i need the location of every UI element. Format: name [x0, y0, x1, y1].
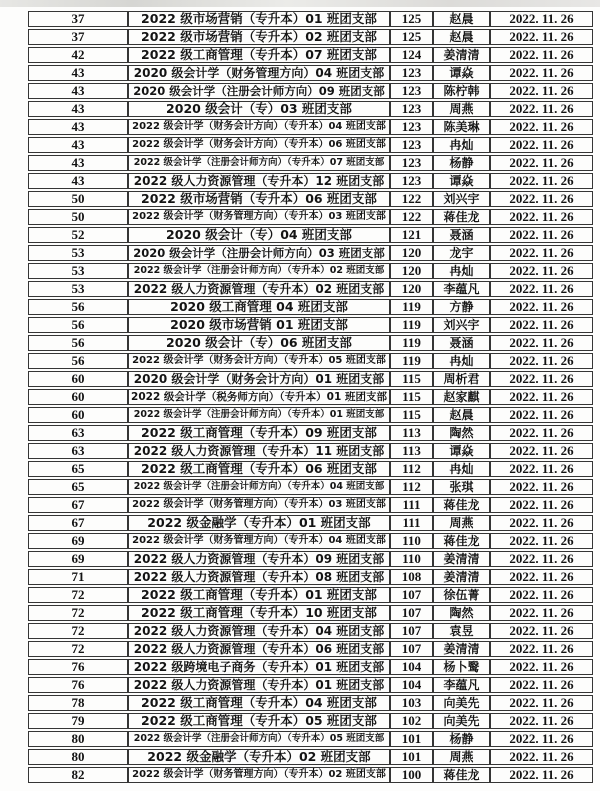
date-cell: 2022. 11. 26: [490, 335, 593, 351]
rank-cell: 69: [28, 551, 128, 567]
recorder-name-cell: 姜清清: [433, 551, 490, 567]
table-row: [28, 29, 593, 45]
rank-cell: 63: [28, 425, 128, 441]
score-cell: 107: [390, 605, 433, 621]
date-cell: 2022. 11. 26: [490, 119, 593, 135]
table-row: [28, 731, 593, 747]
branch-name-cell: 2022 级会计学（财务管理方向）（专升本）04 班团支部: [128, 533, 390, 549]
rank-cell: 60: [28, 389, 128, 405]
score-cell: 112: [390, 479, 433, 495]
recorder-name-cell: 谭焱: [433, 173, 490, 189]
table-row: [28, 461, 593, 477]
rank-cell: 72: [28, 587, 128, 603]
branch-name-cell: 2022 级会计学（注册会计师方向）（专升本）01 班团支部: [128, 407, 390, 423]
score-cell: 120: [390, 263, 433, 279]
recorder-name-cell: 聂涵: [433, 227, 490, 243]
branch-name-cell: 2022 级工商管理（专升本）06 班团支部: [128, 461, 390, 477]
recorder-name-cell: 周析君: [433, 371, 490, 387]
rank-cell: 43: [28, 137, 128, 153]
branch-name-cell: 2022 级会计学（税务师方向）（专升本）01 班团支部: [128, 389, 390, 405]
date-cell: 2022. 11. 26: [490, 731, 593, 747]
table-row: [28, 407, 593, 423]
date-cell: 2022. 11. 26: [490, 641, 593, 657]
rank-cell: 43: [28, 173, 128, 189]
table-row: [28, 137, 593, 153]
ranking-table-body: [28, 11, 593, 783]
date-cell: 2022. 11. 26: [490, 551, 593, 567]
date-cell: 2022. 11. 26: [490, 317, 593, 333]
recorder-name-cell: 徐伍菁: [433, 587, 490, 603]
branch-name-cell: 2022 级工商管理（专升本）01 班团支部: [128, 587, 390, 603]
date-cell: 2022. 11. 26: [490, 191, 593, 207]
table-row: [28, 263, 593, 279]
table-row: [28, 659, 593, 675]
date-cell: 2022. 11. 26: [490, 623, 593, 639]
score-cell: 120: [390, 281, 433, 297]
rank-cell: 52: [28, 227, 128, 243]
table-row: [28, 317, 593, 333]
branch-name-cell: 2022 级会计学（财务会计方向）（专升本）04 班团支部: [128, 119, 390, 135]
recorder-name-cell: 赵晨: [433, 11, 490, 27]
score-cell: 107: [390, 587, 433, 603]
rank-cell: 43: [28, 65, 128, 81]
table-row: [28, 191, 593, 207]
score-cell: 123: [390, 119, 433, 135]
date-cell: 2022. 11. 26: [490, 425, 593, 441]
table-row: [28, 497, 593, 513]
branch-name-cell: 2022 级跨境电子商务（专升本）01 班团支部: [128, 659, 390, 675]
branch-name-cell: 2022 级工商管理（专升本）07 班团支部: [128, 47, 390, 63]
rank-cell: 56: [28, 353, 128, 369]
score-cell: 124: [390, 47, 433, 63]
date-cell: 2022. 11. 26: [490, 713, 593, 729]
rank-cell: 53: [28, 281, 128, 297]
table-row: [28, 605, 593, 621]
table-row: [28, 713, 593, 729]
table-row: [28, 569, 593, 585]
date-cell: 2022. 11. 26: [490, 209, 593, 225]
score-cell: 123: [390, 65, 433, 81]
score-cell: 123: [390, 83, 433, 99]
recorder-name-cell: 李蕴凡: [433, 281, 490, 297]
score-cell: 123: [390, 137, 433, 153]
date-cell: 2022. 11. 26: [490, 497, 593, 513]
rank-cell: 43: [28, 83, 128, 99]
branch-name-cell: 2022 级人力资源管理（专升本）11 班团支部: [128, 443, 390, 459]
score-cell: 100: [390, 767, 433, 783]
date-cell: 2022. 11. 26: [490, 569, 593, 585]
score-cell: 115: [390, 389, 433, 405]
date-cell: 2022. 11. 26: [490, 173, 593, 189]
rank-cell: 78: [28, 695, 128, 711]
recorder-name-cell: 赵晨: [433, 407, 490, 423]
score-cell: 119: [390, 353, 433, 369]
date-cell: 2022. 11. 26: [490, 353, 593, 369]
table-row: [28, 767, 593, 783]
recorder-name-cell: 姜清清: [433, 569, 490, 585]
score-cell: 108: [390, 569, 433, 585]
date-cell: 2022. 11. 26: [490, 245, 593, 261]
rank-cell: 37: [28, 11, 128, 27]
date-cell: 2022. 11. 26: [490, 749, 593, 765]
date-cell: 2022. 11. 26: [490, 371, 593, 387]
score-cell: 113: [390, 425, 433, 441]
branch-name-cell: 2022 级会计学（财务管理方向）（专升本）03 班团支部: [128, 497, 390, 513]
recorder-name-cell: 冉灿: [433, 137, 490, 153]
branch-name-cell: 2020 级会计（专）04 班团支部: [128, 227, 390, 243]
table-row: [28, 47, 593, 63]
table-row: [28, 425, 593, 441]
score-cell: 123: [390, 101, 433, 117]
table-row: [28, 443, 593, 459]
branch-name-cell: 2022 级工商管理（专升本）04 班团支部: [128, 695, 390, 711]
recorder-name-cell: 杨卜鹥: [433, 659, 490, 675]
score-cell: 113: [390, 443, 433, 459]
table-row: [28, 83, 593, 99]
table-row: [28, 245, 593, 261]
recorder-name-cell: 方静: [433, 299, 490, 315]
rank-cell: 76: [28, 677, 128, 693]
table-row: [28, 155, 593, 171]
table-row: [28, 299, 593, 315]
rank-cell: 65: [28, 479, 128, 495]
recorder-name-cell: 陈柠韩: [433, 83, 490, 99]
branch-name-cell: 2022 级人力资源管理（专升本）01 班团支部: [128, 677, 390, 693]
recorder-name-cell: 蒋佳龙: [433, 497, 490, 513]
rank-cell: 65: [28, 461, 128, 477]
recorder-name-cell: 蒋佳龙: [433, 767, 490, 783]
date-cell: 2022. 11. 26: [490, 281, 593, 297]
score-cell: 111: [390, 515, 433, 531]
branch-name-cell: 2022 级会计学（财务管理方向）（专升本）03 班团支部: [128, 209, 390, 225]
rank-cell: 53: [28, 263, 128, 279]
score-cell: 101: [390, 731, 433, 747]
table-row: [28, 209, 593, 225]
recorder-name-cell: 陈美琳: [433, 119, 490, 135]
table-row: [28, 353, 593, 369]
date-cell: 2022. 11. 26: [490, 407, 593, 423]
table-row: [28, 695, 593, 711]
branch-name-cell: 2022 级会计学（财务会计方向）（专升本）06 班团支部: [128, 137, 390, 153]
recorder-name-cell: 刘兴宇: [433, 191, 490, 207]
date-cell: 2022. 11. 26: [490, 695, 593, 711]
rank-cell: 76: [28, 659, 128, 675]
date-cell: 2022. 11. 26: [490, 767, 593, 783]
date-cell: 2022. 11. 26: [490, 659, 593, 675]
table-row: [28, 587, 593, 603]
date-cell: 2022. 11. 26: [490, 263, 593, 279]
rank-cell: 53: [28, 245, 128, 261]
recorder-name-cell: 赵晨: [433, 29, 490, 45]
recorder-name-cell: 赵家麒: [433, 389, 490, 405]
rank-cell: 60: [28, 371, 128, 387]
rank-cell: 79: [28, 713, 128, 729]
recorder-name-cell: 张琪: [433, 479, 490, 495]
table-row: [28, 479, 593, 495]
recorder-name-cell: 姜清清: [433, 641, 490, 657]
score-cell: 123: [390, 155, 433, 171]
score-cell: 119: [390, 317, 433, 333]
date-cell: 2022. 11. 26: [490, 479, 593, 495]
recorder-name-cell: 杨静: [433, 731, 490, 747]
rank-cell: 72: [28, 623, 128, 639]
recorder-name-cell: 龙宇: [433, 245, 490, 261]
date-cell: 2022. 11. 26: [490, 65, 593, 81]
branch-name-cell: 2022 级会计学（注册会计师方向）（专升本）02 班团支部: [128, 263, 390, 279]
date-cell: 2022. 11. 26: [490, 533, 593, 549]
date-cell: 2022. 11. 26: [490, 299, 593, 315]
recorder-name-cell: 谭焱: [433, 443, 490, 459]
table-row: [28, 389, 593, 405]
score-cell: 111: [390, 497, 433, 513]
table-row: [28, 173, 593, 189]
table-row: [28, 371, 593, 387]
date-cell: 2022. 11. 26: [490, 461, 593, 477]
date-cell: 2022. 11. 26: [490, 47, 593, 63]
rank-cell: 80: [28, 731, 128, 747]
recorder-name-cell: 周燕: [433, 515, 490, 531]
date-cell: 2022. 11. 26: [490, 443, 593, 459]
date-cell: 2022. 11. 26: [490, 515, 593, 531]
score-cell: 122: [390, 209, 433, 225]
branch-name-cell: 2022 级市场营销（专升本）06 班团支部: [128, 191, 390, 207]
rank-cell: 50: [28, 209, 128, 225]
recorder-name-cell: 刘兴宇: [433, 317, 490, 333]
rank-cell: 67: [28, 515, 128, 531]
table-row: [28, 551, 593, 567]
table-row: [28, 65, 593, 81]
recorder-name-cell: 姜清清: [433, 47, 490, 63]
recorder-name-cell: 杨静: [433, 155, 490, 171]
branch-name-cell: 2022 级人力资源管理（专升本）02 班团支部: [128, 281, 390, 297]
rank-cell: 80: [28, 749, 128, 765]
table-row: [28, 641, 593, 657]
rank-cell: 63: [28, 443, 128, 459]
recorder-name-cell: 周燕: [433, 749, 490, 765]
rank-cell: 56: [28, 299, 128, 315]
branch-name-cell: 2020 级工商管理 04 班团支部: [128, 299, 390, 315]
score-cell: 107: [390, 641, 433, 657]
recorder-name-cell: 袁昱: [433, 623, 490, 639]
recorder-name-cell: 冉灿: [433, 461, 490, 477]
table-row: [28, 281, 593, 297]
score-cell: 112: [390, 461, 433, 477]
branch-name-cell: 2020 级会计学（注册会计师方向）03 班团支部: [128, 245, 390, 261]
branch-name-cell: 2020 级会计学（财务管理方向）04 班团支部: [128, 65, 390, 81]
date-cell: 2022. 11. 26: [490, 83, 593, 99]
branch-name-cell: 2020 级会计（专）03 班团支部: [128, 101, 390, 117]
branch-name-cell: 2022 级市场营销（专升本）02 班团支部: [128, 29, 390, 45]
score-cell: 125: [390, 29, 433, 45]
rank-cell: 42: [28, 47, 128, 63]
recorder-name-cell: 蒋佳龙: [433, 533, 490, 549]
rank-cell: 56: [28, 335, 128, 351]
date-cell: 2022. 11. 26: [490, 677, 593, 693]
branch-name-cell: 2022 级人力资源管理（专升本）04 班团支部: [128, 623, 390, 639]
score-cell: 101: [390, 749, 433, 765]
date-cell: 2022. 11. 26: [490, 155, 593, 171]
branch-name-cell: 2022 级工商管理（专升本）05 班团支部: [128, 713, 390, 729]
recorder-name-cell: 向美先: [433, 695, 490, 711]
table-row: [28, 515, 593, 531]
table-row: [28, 119, 593, 135]
score-cell: 123: [390, 173, 433, 189]
rank-cell: 37: [28, 29, 128, 45]
date-cell: 2022. 11. 26: [490, 29, 593, 45]
score-cell: 110: [390, 551, 433, 567]
branch-name-cell: 2020 级会计学（财务会计方向）01 班团支部: [128, 371, 390, 387]
rank-cell: 50: [28, 191, 128, 207]
branch-name-cell: 2022 级工商管理（专升本）09 班团支部: [128, 425, 390, 441]
recorder-name-cell: 冉灿: [433, 353, 490, 369]
recorder-name-cell: 向美先: [433, 713, 490, 729]
class-league-branch-ranking-table: [28, 9, 593, 785]
table-row: [28, 335, 593, 351]
recorder-name-cell: 陶然: [433, 425, 490, 441]
rank-cell: 56: [28, 317, 128, 333]
branch-name-cell: 2022 级会计学（财务管理方向）（专升本）02 班团支部: [128, 767, 390, 783]
score-cell: 122: [390, 191, 433, 207]
branch-name-cell: 2022 级会计学（注册会计师方向）（专升本）04 班团支部: [128, 479, 390, 495]
branch-name-cell: 2022 级工商管理（专升本）10 班团支部: [128, 605, 390, 621]
branch-name-cell: 2022 级金融学（专升本）02 班团支部: [128, 749, 390, 765]
score-cell: 120: [390, 245, 433, 261]
branch-name-cell: 2022 级市场营销（专升本）01 班团支部: [128, 11, 390, 27]
table-row: [28, 749, 593, 765]
date-cell: 2022. 11. 26: [490, 137, 593, 153]
date-cell: 2022. 11. 26: [490, 227, 593, 243]
table-row: [28, 11, 593, 27]
branch-name-cell: 2020 级会计学（注册会计师方向）09 班团支部: [128, 83, 390, 99]
score-cell: 104: [390, 659, 433, 675]
rank-cell: 71: [28, 569, 128, 585]
rank-cell: 60: [28, 407, 128, 423]
table-row: [28, 677, 593, 693]
scan-artifact-top-edge: [0, 0, 600, 7]
recorder-name-cell: 陶然: [433, 605, 490, 621]
branch-name-cell: 2022 级会计学（注册会计师方向）（专升本）07 班团支部: [128, 155, 390, 171]
recorder-name-cell: 谭焱: [433, 65, 490, 81]
score-cell: 110: [390, 533, 433, 549]
rank-cell: 72: [28, 641, 128, 657]
rank-cell: 69: [28, 533, 128, 549]
table-row: [28, 101, 593, 117]
branch-name-cell: 2020 级市场营销 01 班团支部: [128, 317, 390, 333]
branch-name-cell: 2022 级会计学（注册会计师方向）（专升本）05 班团支部: [128, 731, 390, 747]
score-cell: 121: [390, 227, 433, 243]
branch-name-cell: 2022 级会计学（财务会计方向）（专升本）05 班团支部: [128, 353, 390, 369]
recorder-name-cell: 聂涵: [433, 335, 490, 351]
score-cell: 102: [390, 713, 433, 729]
date-cell: 2022. 11. 26: [490, 605, 593, 621]
score-cell: 115: [390, 407, 433, 423]
branch-name-cell: 2022 级人力资源管理（专升本）08 班团支部: [128, 569, 390, 585]
score-cell: 104: [390, 677, 433, 693]
score-cell: 107: [390, 623, 433, 639]
branch-name-cell: 2022 级人力资源管理（专升本）12 班团支部: [128, 173, 390, 189]
branch-name-cell: 2022 级人力资源管理（专升本）09 班团支部: [128, 551, 390, 567]
date-cell: 2022. 11. 26: [490, 101, 593, 117]
branch-name-cell: 2022 级人力资源管理（专升本）06 班团支部: [128, 641, 390, 657]
score-cell: 115: [390, 371, 433, 387]
score-cell: 119: [390, 335, 433, 351]
recorder-name-cell: 周燕: [433, 101, 490, 117]
date-cell: 2022. 11. 26: [490, 587, 593, 603]
recorder-name-cell: 冉灿: [433, 263, 490, 279]
score-cell: 103: [390, 695, 433, 711]
rank-cell: 82: [28, 767, 128, 783]
rank-cell: 43: [28, 155, 128, 171]
recorder-name-cell: 蒋佳龙: [433, 209, 490, 225]
score-cell: 125: [390, 11, 433, 27]
rank-cell: 67: [28, 497, 128, 513]
score-cell: 119: [390, 299, 433, 315]
date-cell: 2022. 11. 26: [490, 389, 593, 405]
branch-name-cell: 2020 级会计（专）06 班团支部: [128, 335, 390, 351]
table-row: [28, 227, 593, 243]
table-row: [28, 533, 593, 549]
rank-cell: 43: [28, 119, 128, 135]
table-row: [28, 623, 593, 639]
date-cell: 2022. 11. 26: [490, 11, 593, 27]
recorder-name-cell: 李蕴凡: [433, 677, 490, 693]
branch-name-cell: 2022 级金融学（专升本）01 班团支部: [128, 515, 390, 531]
rank-cell: 72: [28, 605, 128, 621]
rank-cell: 43: [28, 101, 128, 117]
